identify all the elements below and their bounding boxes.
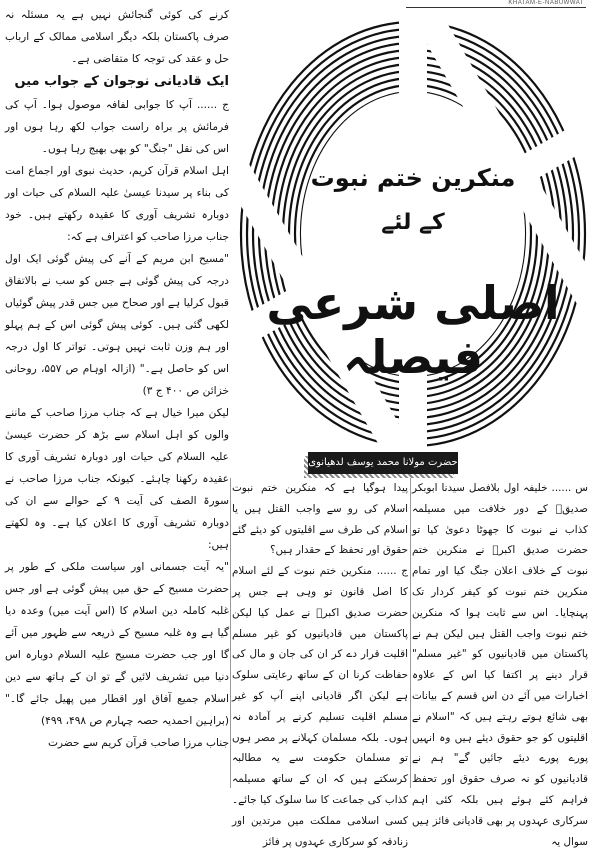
title-line-2: کے لئے bbox=[381, 210, 445, 235]
column-divider bbox=[410, 478, 411, 788]
middle-column bbox=[232, 478, 408, 848]
paragraph: س ...... خلیفہ اول بلافصل سیدنا ابوبکر صدیقؓ کے دور خلافت میں مسیلمہ کذاب نے نبوت کا جھوٹا دعویٰ کیا تو حضرت صدیق اکبرؓ نے منکرین ختم نبوت کے خلاف اعلان جنگ کیا اور تمام منکرین ختم نبوت کو کیفر کردار تک پہنچایا۔ اس سے ثابت ہوا کہ منکرین ختم نبوت واجب القتل ہیں لیکن ہم نے پاکستان میں قادیانیوں کو "غیر مسلم" قرار دینے پر اکتفا کیا اس کے علاوہ اخبارات میں آئے دن اس قسم کے بیانات بھی شائع ہوتے رہتے ہیں کہ "اسلام نے اقلیتوں کو جو حقوق دیئے ہیں وہ انہیں پورے پورے دیئے جائیں گے" ہم نے قادیانیوں کو نہ صرف حقوق اور تحفظ فراہم کئے ہوئے ہیں بلکہ کئی اہم سرکاری عہدوں پر بھی قادیانی فائز ہیں سوال یہ bbox=[412, 482, 588, 848]
paragraph: جناب مرزا صاحب قرآن کریم سے حضرت bbox=[47, 737, 229, 749]
paragraph: کرنے کی کوئی گنجائش نہیں ہے یہ مسئلہ نہ صرف پاکستان بلکہ دیگر اسلامی ممالک کے ارباب حل و عقد کی توجہ کا متقاضی ہے۔ bbox=[5, 9, 229, 65]
quotation: "مسیح ابن مریم کے آنے کی پیش گوئی ایک اول درجہ کی پیش گوئی ہے جس کو سب نے بالاتفاق قبول کرلیا ہے اور صحاح میں جس قدر پیش گوئیاں لکھی گئی ہیں۔ کوئی پیش گوئی اس کے ہم پہلو اور ہم وزن ثابت نہیں ہوتی۔ تواتر کا اول درجہ اس کو حاصل ہے۔" (ازالہ اوہام ص ۵۵۷، روحانی خزائن ص ۴۰۰ ج ۳) bbox=[5, 253, 229, 397]
paragraph: لیکن میرا خیال ہے کہ جناب مرزا صاحب کے ماننے والوں کو اہل اسلام سے بڑھ کر حضرت عیسیٰ علیہ السلام کی حیات اور دوبارہ تشریف آوری کا عقیدہ رکھنا چاہئے۔ کیونکہ جناب مرزا صاحب نے سورۃ الصف کی آیت ۹ کے حوالے سے ان کی دوبارہ تشریف آوری کا اعلان کیا ہے۔ وہ لکھتے ہیں: bbox=[5, 407, 229, 551]
title-artwork bbox=[238, 14, 588, 454]
paragraph: ج ...... منکرین ختم نبوت کے لئے اسلام کا اصل قانون تو وہی ہے جس پر حضرت صدیق اکبرؓ نے عمل کیا لیکن پاکستان میں قادیانیوں کو غیر مسلم اقلیت قرار دے کر ان کی جان و مال کی حفاظت کرنا ان کے ساتھ رعایتی سلوک ہے لیکن اگر قادیانی اپنے آپ کو غیر مسلم اقلیت تسلیم کرنے پر آمادہ نہ ہوں۔ بلکہ مسلمان کہلانے پر مصر ہوں تو مسلمان حکومت سے یہ مطالبہ کرسکتے ہیں کہ ان کے ساتھ مسیلمہ کذاب کی جماعت کا سا سلوک کیا جائے۔ کسی اسلامی مملکت میں مرتدین اور زنادقہ کو سرکاری عہدوں پر فائز bbox=[232, 565, 408, 848]
title-line-1: منکرین ختم نبوت bbox=[310, 164, 516, 192]
left-column bbox=[5, 4, 229, 790]
paragraph: ج ...... آپ کا جوابی لفافہ موصول ہوا۔ آپ کی فرمائش پر براہ راست جواب لکھ رہا ہوں اور اس کی نقل "جنگ" کو بھی بھیج رہا ہوں۔ bbox=[5, 99, 229, 155]
running-header: KHATAM-E-NABUWWAT bbox=[508, 0, 584, 6]
title-main: اصلی شرعی فیصلہ bbox=[266, 276, 560, 384]
section-subheading: ایک قادیانی نوجوان کے جواب میں bbox=[14, 74, 229, 89]
column-divider bbox=[230, 478, 231, 788]
right-column bbox=[412, 478, 588, 848]
quotation: "یہ آیت جسمانی اور سیاست ملکی کے طور پر حضرت مسیح کے حق میں پیش گوئی ہے اور جس غلبہ کاملہ دین اسلام کا (اس آیت میں) وعدہ دیا گیا ہے وہ غلبہ مسیح کے ذریعہ سے ظہور میں آئے گا اور جب حضرت مسیح علیہ السلام دوبارہ اس دنیا میں تشریف لائیں گے تو ان کے ہاتھ سے دین اسلام جمیع آفاق اور اقطار میں پھیل جائے گا۔" (براہین احمدیہ حصہ چہارم ص ۴۹۸، ۴۹۹) bbox=[5, 561, 229, 727]
paragraph: اہل اسلام قرآن کریم، حدیث نبوی اور اجماع امت کی بناء پر سیدنا عیسیٰ علیہ السلام کی حیات اور دوبارہ تشریف آوری کا عقیدہ رکھتے ہیں۔ خود جناب مرزا صاحب کو اعتراف ہے کہ: bbox=[5, 165, 229, 243]
paragraph: پیدا ہوگیا ہے کہ منکرین ختم نبوت اسلام کی رو سے واجب القتل ہیں یا اسلام کی طرف سے اقلیتوں کو دیئے گئے حقوق اور تحفظ کے حقدار ہیں؟ bbox=[232, 482, 408, 557]
author-byline: حضرت مولانا محمد یوسف لدھیانوی bbox=[308, 452, 458, 474]
